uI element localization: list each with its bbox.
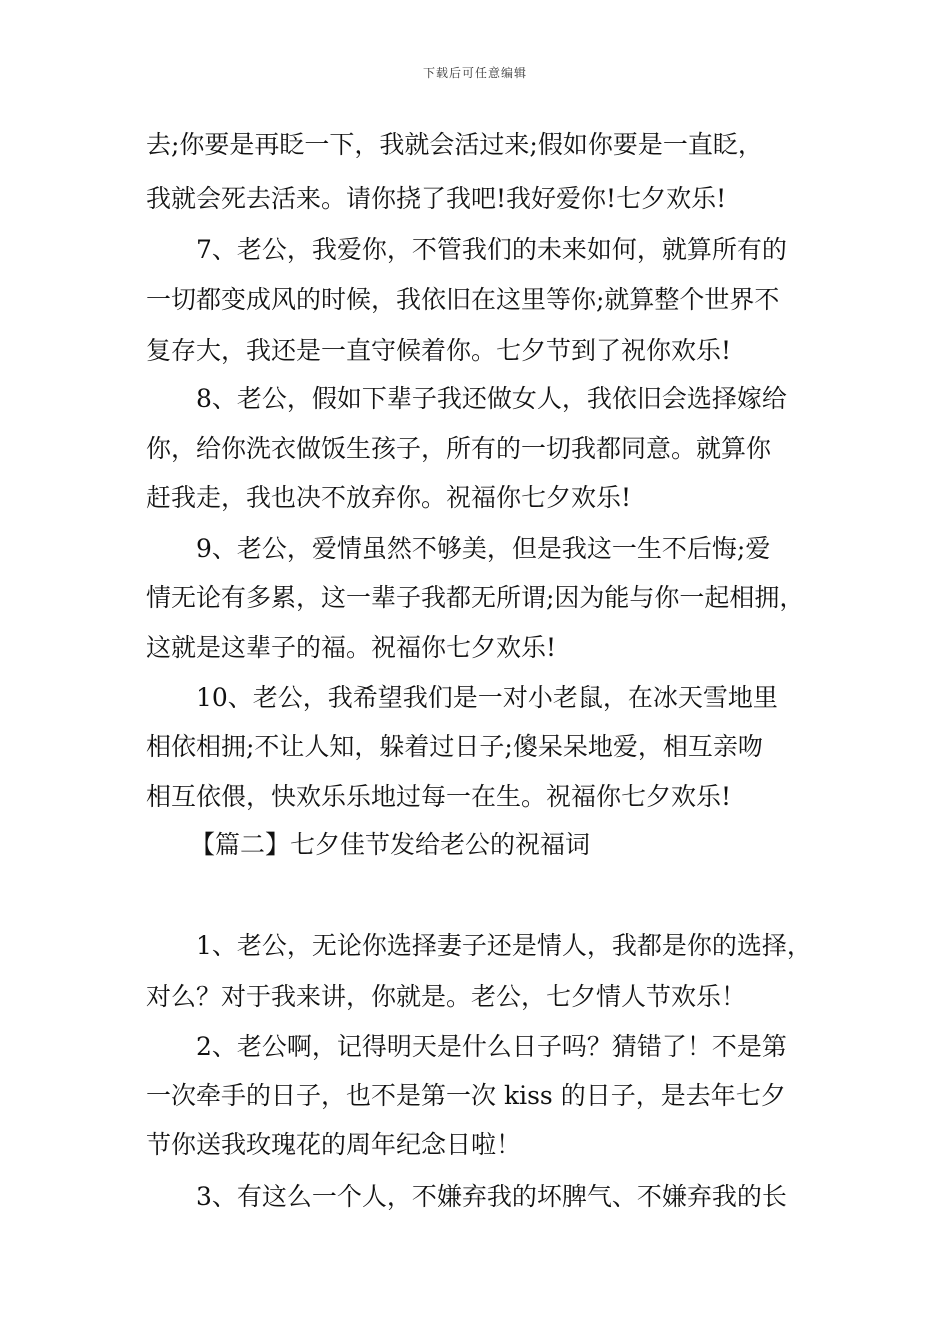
text-line: 你，给你洗衣做饭生孩子，所有的一切我都同意。就算你 — [146, 434, 772, 463]
text-line: 去;你要是再眨一下，我就会活过来;假如你要是一直眨， — [146, 130, 763, 159]
page-header: 下载后可任意编辑 — [422, 66, 527, 80]
paragraph-item-3: 3、有这么一个人，不嫌弃我的坏脾气、不嫌弃我的长 — [196, 1182, 787, 1211]
text-line: 对么？对于我来讲，你就是。老公，七夕情人节欢乐！ — [146, 982, 747, 1011]
paragraph-item-1: 1、老公，无论你选择妻子还是情人，我都是你的选择， — [196, 931, 812, 960]
text-line: 一切都变成风的时候，我依旧在这里等你;就算整个世界不 — [146, 285, 780, 314]
text-line: 复存大，我还是一直守候着你。七夕节到了祝你欢乐! — [146, 336, 732, 365]
paragraph-item-9: 9、老公，爱情虽然不够美，但是我这一生不后悔;爱 — [196, 534, 771, 563]
text-line: 我就会死去活来。请你挠了我吧!我好爱你!七夕欢乐! — [146, 184, 727, 213]
text-line: 节你送我玫瑰花的周年纪念日啦！ — [146, 1130, 522, 1159]
text-line: 一次牵手的日子，也不是第一次 kiss 的日子，是去年七夕 — [146, 1081, 786, 1110]
text-line: 这就是这辈子的福。祝福你七夕欢乐! — [146, 633, 557, 662]
text-line: 赶我走，我也决不放弃你。祝福你七夕欢乐! — [146, 483, 632, 512]
section-heading: 【篇二】七夕佳节发给老公的祝福词 — [190, 830, 591, 859]
paragraph-item-7: 7、老公，我爱你，不管我们的未来如何，就算所有的 — [196, 235, 787, 264]
text-line: 相依相拥;不让人知，躲着过日子;傻呆呆地爱，相互亲吻 — [146, 732, 763, 761]
paragraph-item-10: 10、老公，我希望我们是一对小老鼠，在冰天雪地里 — [196, 683, 778, 712]
text-line: 相互依偎，快欢乐乐地过每一在生。祝福你七夕欢乐! — [146, 782, 732, 811]
paragraph-item-8: 8、老公，假如下辈子我还做女人，我依旧会选择嫁给 — [196, 384, 787, 413]
text-line: 情无论有多累，这一辈子我都无所谓;因为能与你一起相拥， — [146, 583, 805, 612]
paragraph-item-2: 2、老公啊，记得明天是什么日子吗？猜错了！不是第 — [196, 1032, 787, 1061]
